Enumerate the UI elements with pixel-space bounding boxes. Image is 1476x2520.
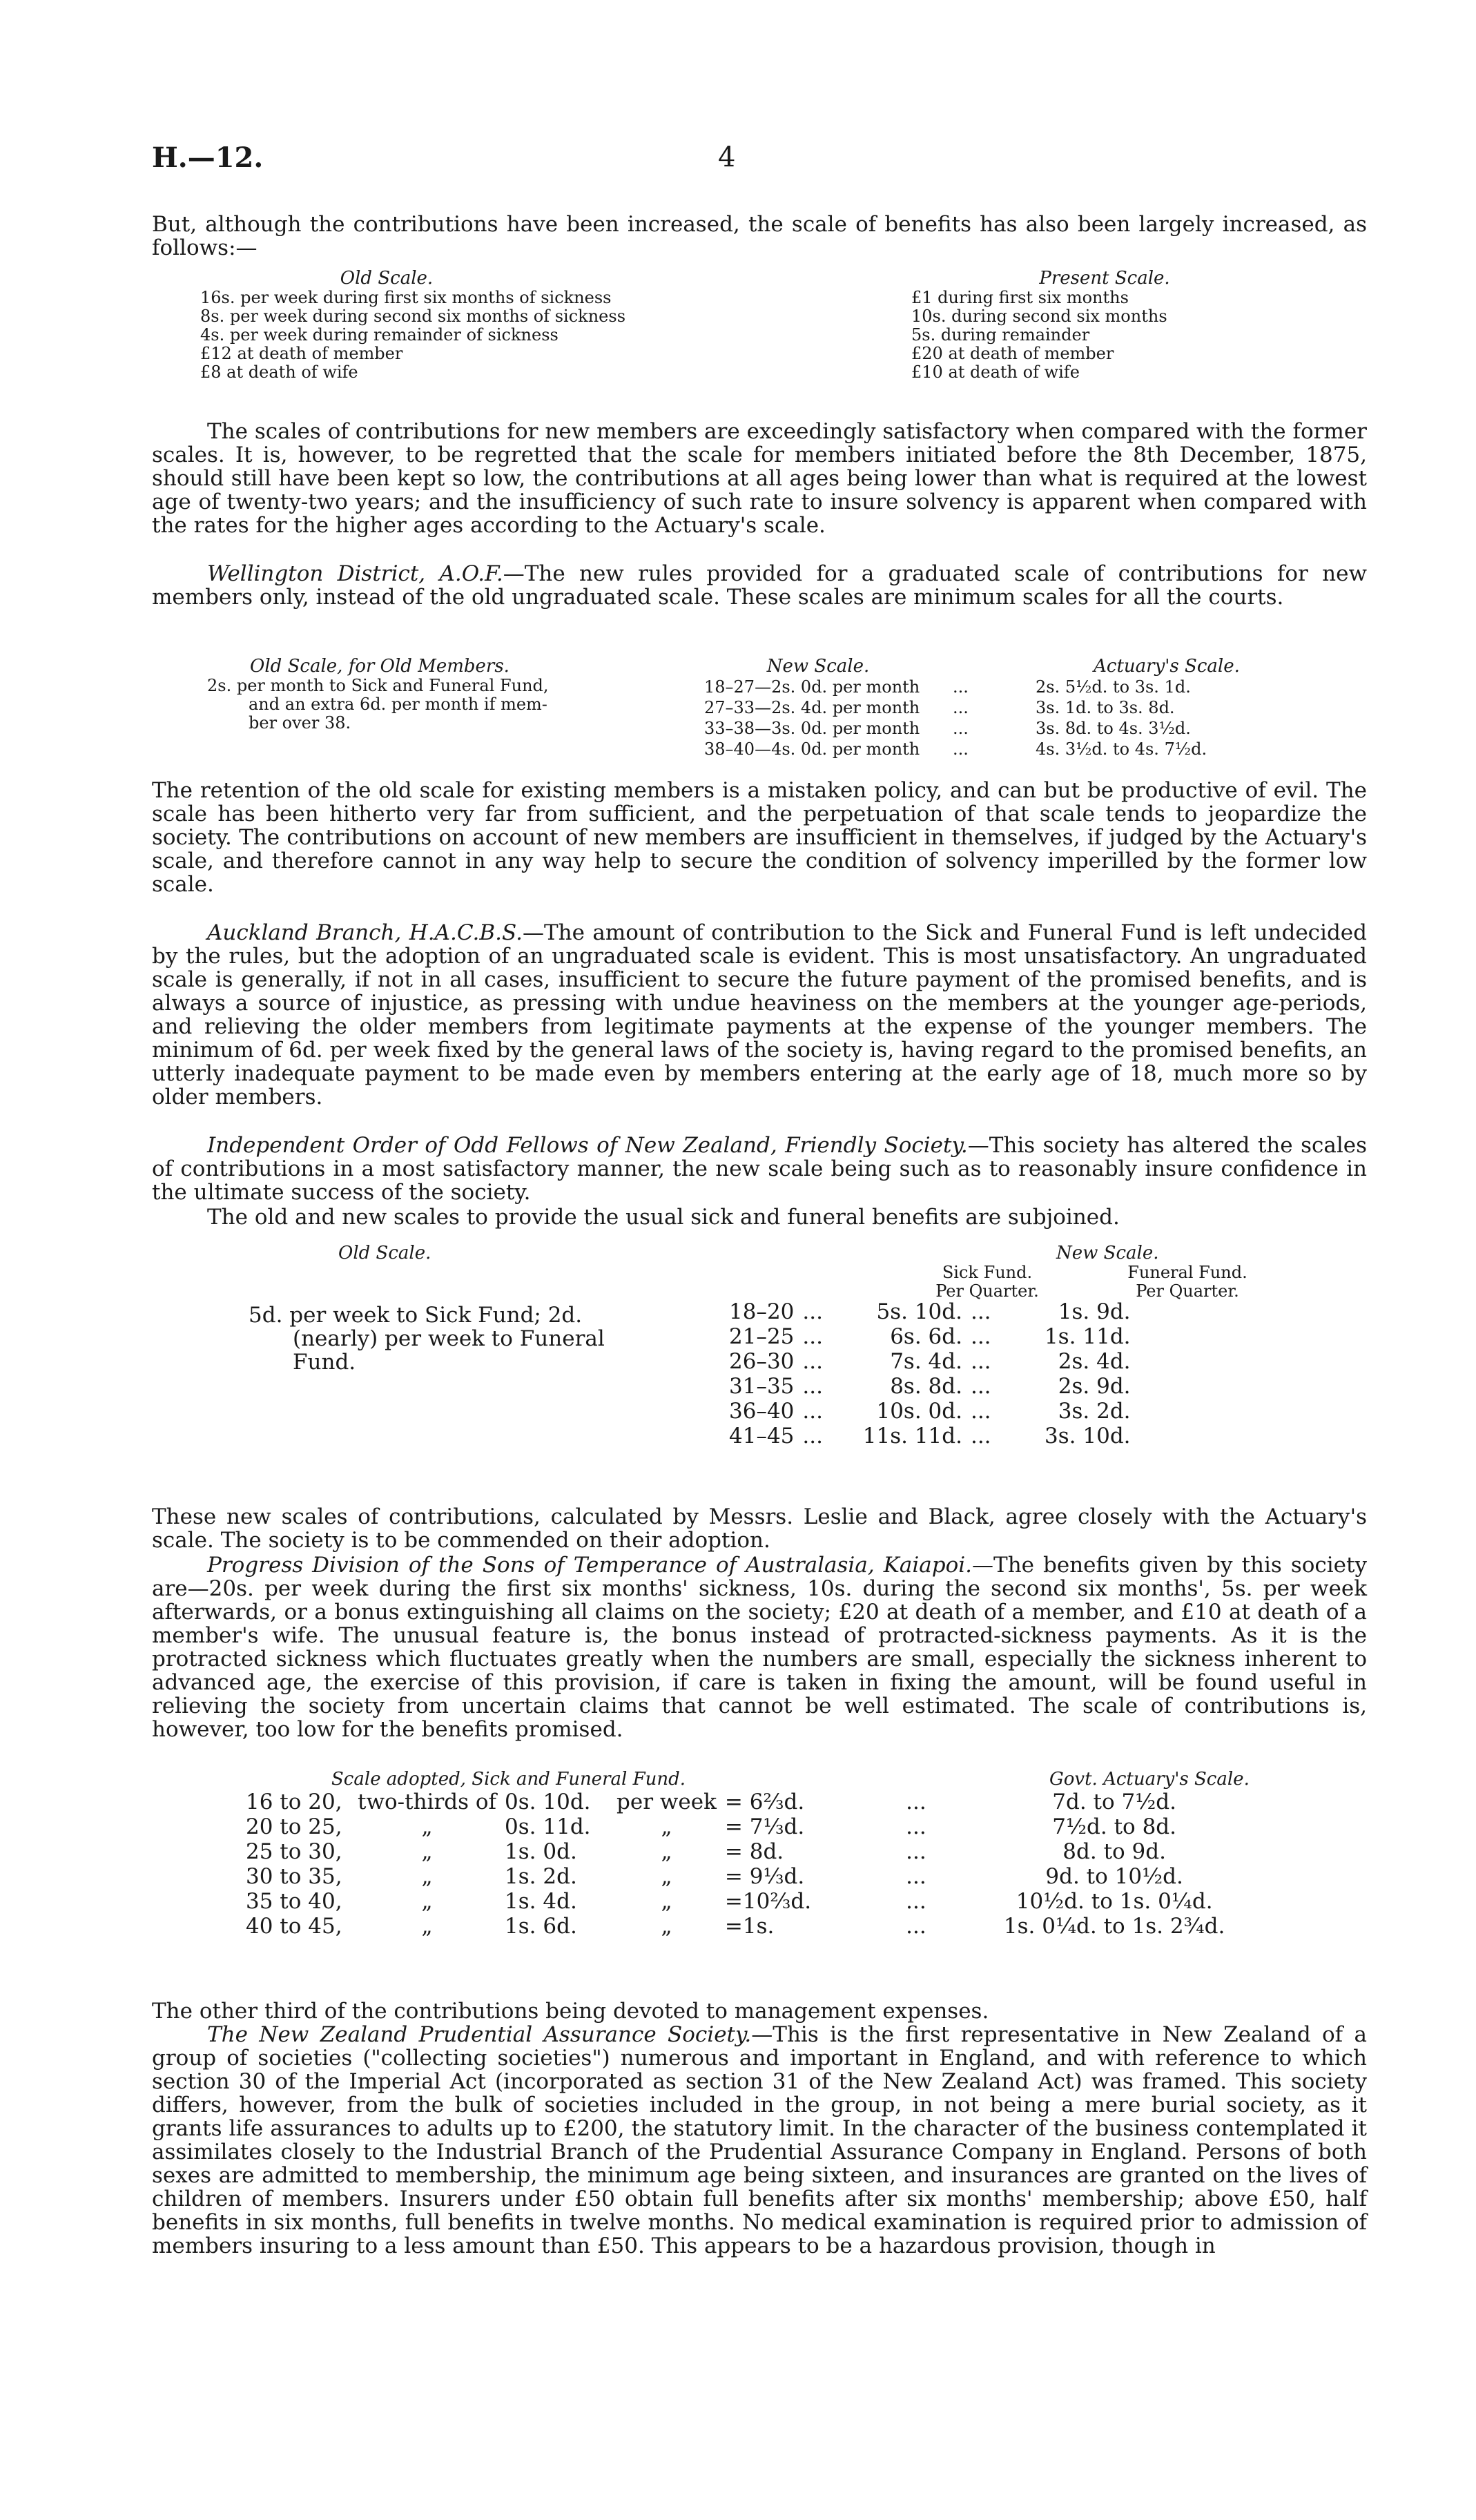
list-item: £8 at death of wife xyxy=(200,362,358,382)
progress-title: Progress Division of the Sons of Temperance of Australasia, Kaiapoi. xyxy=(207,1553,973,1578)
table-cell: 3s. 1d. to 3s. 8d. xyxy=(1036,698,1175,717)
prudential-title: The New Zealand Prudential Assurance Society. xyxy=(207,2022,752,2047)
oddfellows-table xyxy=(152,1243,1367,1505)
table-row: 18–20 ... 5s. 10d. ... 1s. 9d. xyxy=(729,1299,1131,1324)
wellington-table xyxy=(152,656,1367,773)
old-members-heading: Old Scale, for Old Members. xyxy=(250,656,509,677)
table-row: 40 to 45, „ 1s. 6d. „ =1s. ... 1s. 0¼d. to 1s. 2¾d. xyxy=(246,1914,1225,1939)
table-row: 26–30 ... 7s. 4d. ... 2s. 4d. xyxy=(729,1349,1131,1374)
intro-paragraph: But, although the contributions have been increased, the scale of benefits has also been largely increased, as follows:— xyxy=(152,212,1367,260)
oddfellows-rates xyxy=(725,1299,1135,1448)
actuary-scale-heading: Actuary's Scale. xyxy=(1094,656,1240,677)
list-item: 8s. per week during second six months of sickness xyxy=(200,307,626,326)
paragraph-prudential: The New Zealand Prudential Assurance Society.—This is the first representative in New Zealand of a group of societies ("collecting societies") numerous and important in England, and with reference to which section 30 of the Imperial Act (incorporated as section 31 of the New Zealand Act) was framed. This society differs, however, from the bulk of societies included in the group, in not being a mere burial society, as it grants life assurances to adults up to £200, the statutory limit. In the character of the business contemplated it assimilates closely to the Industrial Branch of the Prudential Assurance Company in England. Persons of both sexes are admitted to membership, the minimum age being sixteen, and insurances are granted on the lives of children of members. Insurers under £50 obtain full benefits after six months' membership; above £50, half benefits in six months, full benefits in twelve months. No medical examination is required prior to admission of members insuring to a less amount than £50. This appears to be a hazardous provision, though in xyxy=(152,2022,1367,2258)
paragraph-leslie-black: These new scales of contributions, calculated by Messrs. Leslie and Black, agree closely with the Actuary's scale. The society is to be commended on their adoption. xyxy=(152,1504,1367,1553)
table-cell: 38–40—4s. 0d. per month xyxy=(704,739,920,759)
table-cell: 4s. 3½d. to 4s. 7½d. xyxy=(1036,739,1207,759)
new-scale-column xyxy=(704,677,920,759)
wellington-title: Wellington District, A.O.F. xyxy=(207,561,503,586)
table-row: 20 to 25, „ 0s. 11d. „ = 7⅓d. ... 7½d. to 8d. xyxy=(246,1814,1176,1839)
scale-adopted-heading: Scale adopted, Sick and Funeral Fund. xyxy=(331,1769,686,1790)
leader-dots-column: ... ... ... ... xyxy=(953,677,969,759)
old-scale-heading: Old Scale. xyxy=(338,1243,431,1263)
govt-actuary-heading: Govt. Actuary's Scale. xyxy=(1049,1769,1250,1790)
list-item: 16s. per week during first six months of sickness xyxy=(200,288,612,307)
table-row: 25 to 30, „ 1s. 0d. „ = 8d. ... 8d. to 9d. xyxy=(246,1839,1166,1864)
page-header xyxy=(152,142,1367,183)
paragraph-progress-division: Progress Division of the Sons of Temperance of Australasia, Kaiapoi.—The benefits given by this society are—20s. per week during the first six months' sickness, 10s. during the second six months', 5s. per week afterwards, or a bonus extinguishing all claims on the society; £20 at death of a member, and £10 at death of a member's wife. The unusual feature is, the bonus instead of protracted-sickness payments. As it is the protracted sickness which fluctuates greatly when the numbers are small, especially the sickness inherent to advanced age, the exercise of this provision, if care is taken in fixing the amount, will be found useful in relieving the society from uncertain claims that cannot be well estimated. The scale of contributions is, however, too low for the benefits promised. xyxy=(152,1553,1367,1742)
table-cell: 27–33—2s. 4d. per month xyxy=(704,698,920,717)
progress-table xyxy=(152,1769,1367,1997)
table-row: 41–45 ... 11s. 11d. ... 3s. 10d. xyxy=(729,1424,1131,1448)
new-scale-heading: New Scale. xyxy=(766,656,870,677)
new-scale-heading: New Scale. xyxy=(1056,1243,1159,1263)
paragraph-scales-new-members: The scales of contributions for new members are exceedingly satisfactory when compared with the former scales. It is, however, to be regretted that the scale for members initiated before the 8th December, 1875, should still have been kept so low, the contributions at all ages being lower than what is required at the lowest age of twenty-two years; and the insufficiency of such rate to insure solvency is apparent when compared with the rates for the higher ages according to the Actuary's scale. xyxy=(152,419,1367,538)
table-row: 21–25 ... 6s. 6d. ... 1s. 11d. xyxy=(729,1324,1131,1349)
auckland-title: Auckland Branch, H.A.C.B.S. xyxy=(207,920,523,945)
table-row: 35 to 40, „ 1s. 4d. „ =10⅔d. ... 10½d. to 1s. 0¼d. xyxy=(246,1889,1213,1914)
old-members-description: 2s. per month to Sick and Funeral Fund, and an extra 6d. per month if mem- ber over 38. xyxy=(207,676,549,733)
actuary-scale-column xyxy=(1036,677,1207,759)
paragraph-other-third: The other third of the contributions being devoted to management expenses. xyxy=(152,1999,989,2024)
table-row: 31–35 ... 8s. 8d. ... 2s. 9d. xyxy=(729,1374,1131,1399)
present-scale-list xyxy=(911,289,1167,382)
table-cell: 3s. 8d. to 4s. 3½d. xyxy=(1036,719,1191,738)
table-row: 36–40 ... 10s. 0d. ... 3s. 2d. xyxy=(729,1399,1131,1424)
paragraph-subjoined: The old and new scales to provide the usual sick and funeral benefits are subjoined. xyxy=(207,1205,1120,1230)
table-cell: 33–38—3s. 0d. per month xyxy=(704,719,920,738)
page-number: 4 xyxy=(718,142,736,173)
list-item: 5s. during remainder xyxy=(911,325,1090,345)
sick-fund-heading: Sick Fund. Per Quarter. xyxy=(935,1263,1039,1301)
list-item: 4s. per week during remainder of sickness xyxy=(200,325,559,345)
list-item: £12 at death of member xyxy=(200,344,403,363)
funeral-fund-heading: Funeral Fund. Per Quarter. xyxy=(1127,1263,1247,1301)
paragraph-auckland: Auckland Branch, H.A.C.B.S.—The amount of contribution to the Sick and Funeral Fund is left undecided by the rules, but the adoption of an ungraduated scale is evident. This is most unsatisfactory. An ungraduated scale is generally, if not in all cases, insufficient to secure the future payment of the promised benefits, and is always a source of injustice, as pressing with undue heaviness on the members at the younger age-periods, and relieving the older members from legitimate payments at the expense of the younger members. The minimum of 6d. per week fixed by the general laws of the society is, having regard to the promised benefits, an utterly inadequate payment to be made even by members entering at the early age of 18, much more so by older members. xyxy=(152,920,1367,1109)
table-cell: 18–27—2s. 0d. per month xyxy=(704,677,920,697)
paragraph-retention: The retention of the old scale for existing members is a mistaken policy, and can but be productive of evil. The scale has been hitherto very far from sufficient, and the perpetuation of that scale tends to jeopardize the society. The contributions on account of new members are insufficient in themselves, if judged by the Actuary's scale, and therefore cannot in any way help to secure the condition of solvency imperilled by the former low scale. xyxy=(152,778,1367,897)
list-item: £10 at death of wife xyxy=(911,362,1080,382)
benefits-table xyxy=(152,268,1367,420)
list-item: 10s. during second six months xyxy=(911,307,1167,326)
paragraph-independent-order: Independent Order of Odd Fellows of New Zealand, Friendly Society.—This society has altered the scales of contributions in a most satisfactory manner, the new scale being such as to reasonably insure confidence in the ultimate success of the society. xyxy=(152,1133,1368,1205)
table-row: 16 to 20, two-thirds of 0s. 10d. per week = 6⅔d. ... 7d. to 7½d. xyxy=(246,1790,1176,1814)
document-id: H.—12. xyxy=(152,142,264,174)
list-item: £1 during first six months xyxy=(911,288,1129,307)
progress-rates xyxy=(242,1790,1229,1939)
old-scale-list xyxy=(200,289,625,382)
table-row: 30 to 35, „ 1s. 2d. „ = 9⅓d. ... 9d. to 10½d. xyxy=(246,1864,1183,1889)
independent-title: Independent Order of Odd Fellows of New Zealand, Friendly Society. xyxy=(207,1133,968,1158)
old-scale-description: 5d. per week to Sick Fund; 2d. (nearly) per week to Funeral Fund. xyxy=(249,1303,605,1375)
paragraph-wellington: Wellington District, A.O.F.—The new rules provided for a graduated scale of contributions for new members only, instead of the old ungraduated scale. These scales are minimum scales for all the courts. xyxy=(152,561,1367,610)
table-cell: 2s. 5½d. to 3s. 1d. xyxy=(1036,677,1191,697)
old-scale-heading: Old Scale. xyxy=(340,268,434,289)
present-scale-heading: Present Scale. xyxy=(1039,268,1170,289)
list-item: £20 at death of member xyxy=(911,344,1114,363)
